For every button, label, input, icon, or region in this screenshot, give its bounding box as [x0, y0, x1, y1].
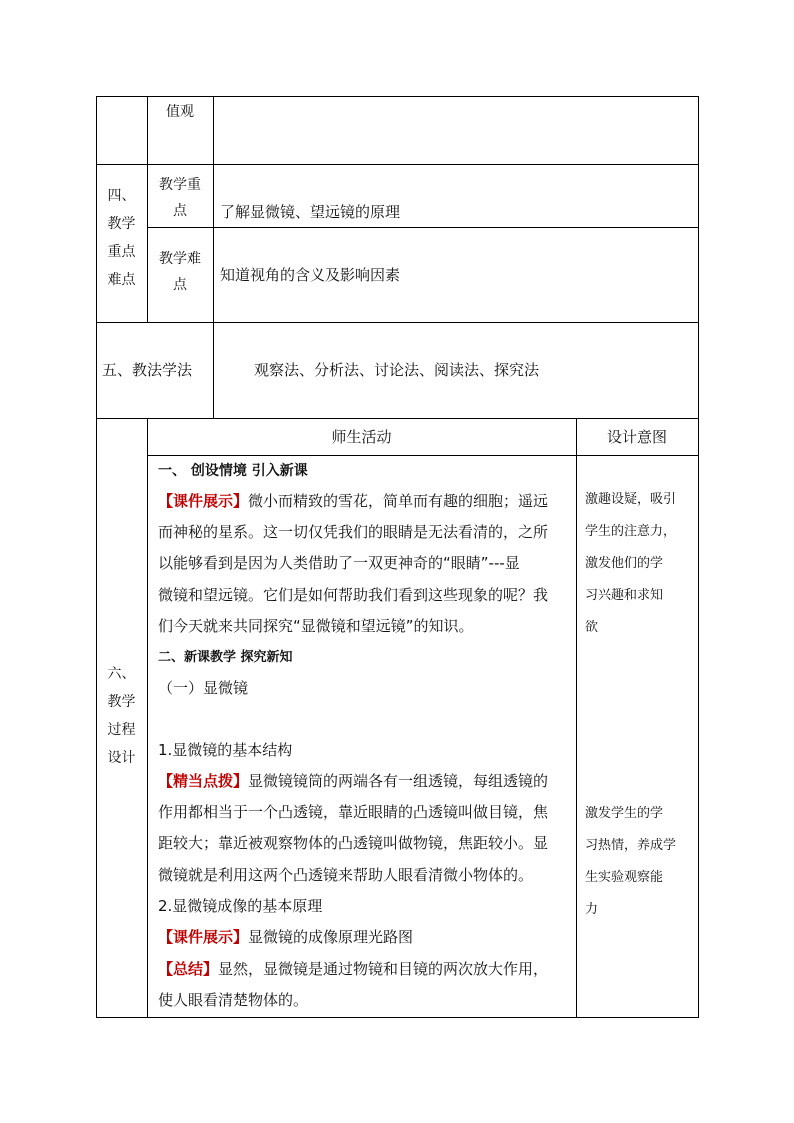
- section-6-label: 六、 教学 过程 设计: [107, 666, 136, 766]
- paragraph-summary-line: 使人眼看清楚物体的。: [158, 991, 309, 1009]
- difficult-point-text: 知道视角的含义及影响因素: [220, 266, 401, 284]
- section-4-label: 四、 教学 重点 难点: [107, 188, 136, 288]
- courseware-tag: 【课件展示】: [158, 492, 249, 510]
- value-label: 值观: [166, 104, 194, 120]
- key-point-text: 了解显微镜、望远镜的原理: [220, 203, 401, 221]
- paragraph-structure-line: 微镜就是利用这两个凸透镜来帮助人眼看清微小物体的。: [158, 866, 534, 884]
- summary-tag: 【总结】: [158, 960, 219, 978]
- difficult-point-label: 教学难 点: [159, 251, 201, 293]
- heading-intro: 一、 创设情境 引入新课: [158, 463, 308, 479]
- intent-line: 激发他们的学: [585, 556, 664, 571]
- key-point-label: 教学重 点: [159, 177, 201, 219]
- intent-line: 激发学生的学: [585, 806, 664, 821]
- method-text: 观察法、分析法、讨论法、阅读法、探究法: [254, 361, 540, 379]
- guidance-tag: 【精当点拨】: [158, 772, 249, 790]
- paragraph-structure: 【精当点拨】显微镜镜筒的两端各有一组透镜，每组透镜的: [158, 772, 549, 790]
- paragraph-summary: 【总结】显然，显微镜是通过物镜和目镜的两次放大作用，: [158, 960, 549, 978]
- intent-line: 激趣设疑，吸引: [585, 492, 677, 507]
- item-structure: 1.显微镜的基本结构: [158, 741, 293, 759]
- intent-line: 习热情，养成学: [585, 838, 677, 853]
- intent-line: 力: [585, 902, 599, 917]
- col-head-intent: 设计意图: [606, 428, 667, 446]
- intent-line: 习兴趣和求知: [585, 588, 664, 603]
- paragraph-intro-line: 微镜和望远镜。它们是如何帮助我们看到这些现象的呢？我: [158, 586, 549, 604]
- intent-line: 生实验观察能: [585, 870, 664, 885]
- paragraph-intro-line: 以能够看到是因为人类借助了一双更神奇的“眼睛”---显: [158, 554, 520, 572]
- item-principle: 2.显微镜成像的基本原理: [158, 897, 323, 915]
- method-label: 五、教法学法: [102, 361, 193, 379]
- courseware-tag: 【课件展示】: [158, 928, 249, 946]
- paragraph-structure-line: 距较大；靠近被观察物体的凸透镜叫做物镜，焦距较小。显: [158, 834, 549, 852]
- col-head-activity: 师生活动: [331, 428, 392, 446]
- paragraph-intro-line: 而神秘的星系。这一切仅凭我们的眼睛是无法看清的，之所: [158, 523, 549, 541]
- intent-line: 学生的注意力，: [585, 524, 677, 539]
- paragraph-intro: 【课件展示】微小而精致的雪花，简单而有趣的细胞；遥远: [158, 492, 549, 510]
- paragraph-structure-line: 作用都相当于一个凸透镜，靠近眼睛的凸透镜叫做目镜，焦: [158, 803, 549, 821]
- paragraph-diagram: 【课件展示】显微镜的成像原理光路图: [158, 928, 414, 946]
- heading-new-lesson: 二、新课教学 探究新知: [158, 650, 293, 665]
- intent-line: 欲: [585, 620, 599, 635]
- subheading-microscope: （一）显微镜: [158, 679, 249, 697]
- paragraph-intro-line: 们今天就来共同探究“显微镜和望远镜”的知识。: [158, 617, 474, 635]
